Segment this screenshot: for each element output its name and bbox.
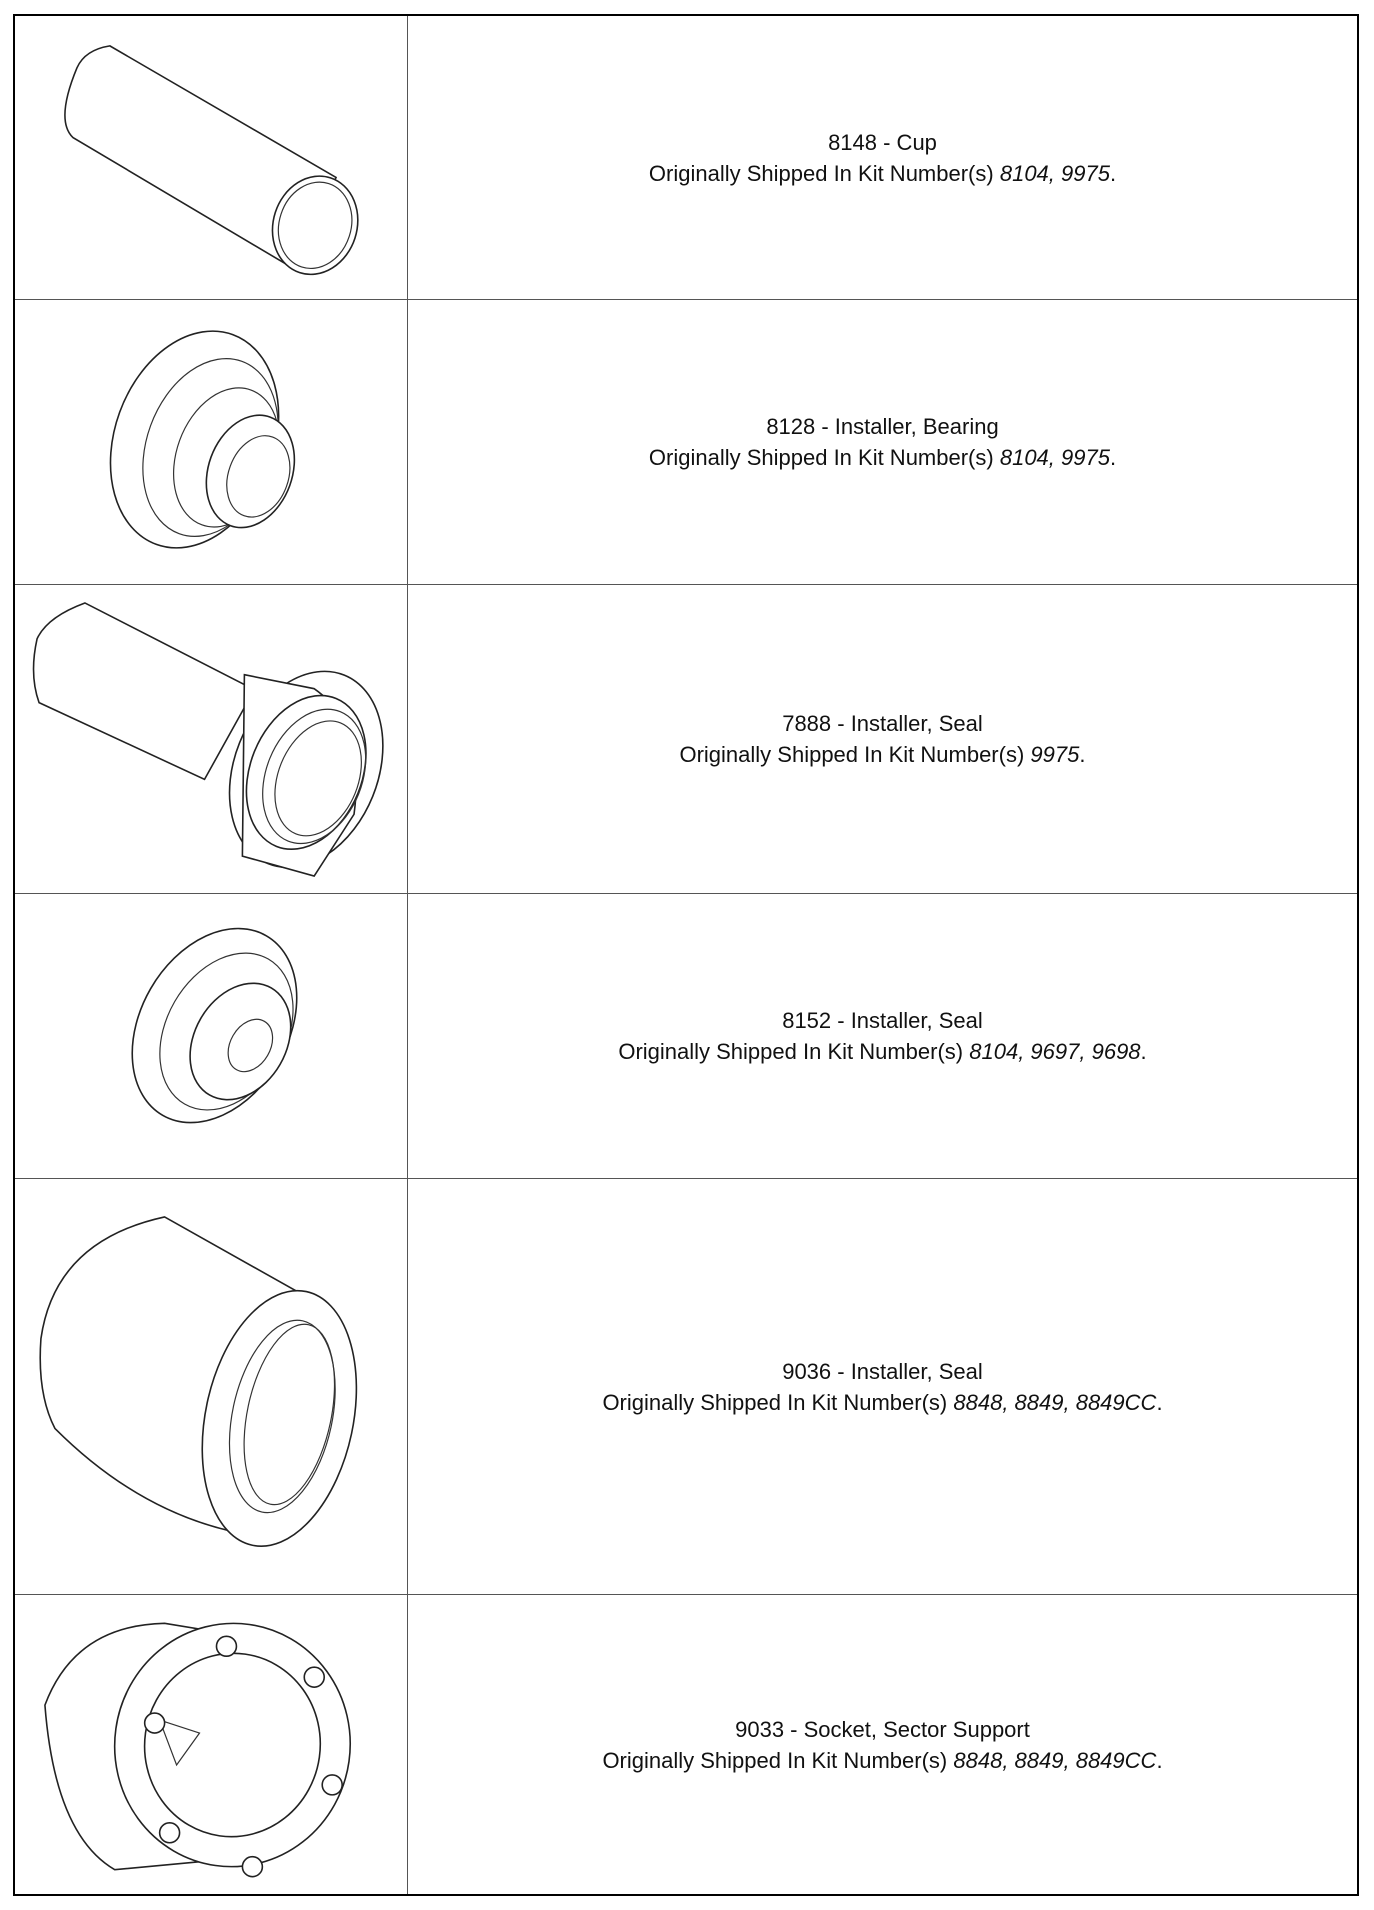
tool-title: 9033 - Socket, Sector Support	[735, 1716, 1030, 1742]
kit-numbers: 8104, 9697, 9698	[969, 1039, 1141, 1064]
tool-description	[408, 585, 1357, 893]
tool-illustration	[15, 16, 408, 299]
stepped-installer-icon	[15, 300, 407, 584]
tool-illustration	[15, 585, 408, 893]
tool-illustration	[15, 300, 408, 584]
tool-description	[408, 1595, 1357, 1894]
table-row	[15, 585, 1357, 894]
kit-line: Originally Shipped In Kit Number(s) 8104, 9975.	[648, 160, 1117, 186]
tool-illustration	[15, 1179, 408, 1594]
tool-description	[408, 1179, 1357, 1594]
kit-line: Originally Shipped In Kit Number(s) 8848, 8849, 8849CC.	[602, 1747, 1163, 1773]
table-row	[15, 16, 1357, 300]
kit-numbers: 8848, 8849, 8849CC	[953, 1747, 1157, 1773]
kit-numbers: 8104, 9975	[999, 160, 1110, 186]
tool-title: 8152 - Installer, Seal	[782, 1008, 983, 1033]
tool-description	[408, 300, 1357, 584]
tool-description	[408, 894, 1357, 1178]
table-row	[15, 894, 1357, 1179]
tool-description	[408, 16, 1357, 299]
kit-line: Originally Shipped In Kit Number(s) 8104, 9975.	[648, 445, 1117, 470]
kit-numbers: 8104, 9975	[999, 445, 1110, 470]
tool-title: 7888 - Installer, Seal	[782, 711, 983, 736]
cup-tube-icon	[15, 16, 407, 299]
kit-line: Originally Shipped In Kit Number(s) 8848, 8849, 8849CC.	[602, 1389, 1163, 1415]
tool-title: 8128 - Installer, Bearing	[766, 414, 999, 439]
tool-table	[13, 14, 1359, 1896]
table-row	[15, 1595, 1357, 1894]
kit-numbers: 8848, 8849, 8849CC	[953, 1389, 1157, 1415]
tool-illustration	[15, 1595, 408, 1894]
tool-illustration	[15, 894, 408, 1178]
large-ring-installer-icon	[15, 1179, 407, 1594]
table-row	[15, 1179, 1357, 1595]
kit-numbers: 9975	[1030, 742, 1080, 767]
kit-line: Originally Shipped In Kit Number(s) 9975.	[679, 742, 1086, 767]
tool-title: 9036 - Installer, Seal	[782, 1358, 983, 1384]
pinned-socket-icon	[15, 1595, 407, 1894]
tool-title: 8148 - Cup	[828, 129, 937, 155]
table-row	[15, 300, 1357, 585]
handled-seal-installer-icon	[15, 585, 407, 893]
kit-line: Originally Shipped In Kit Number(s) 8104, 9697, 9698.	[618, 1039, 1147, 1064]
stepped-seal-installer-icon	[15, 894, 407, 1178]
